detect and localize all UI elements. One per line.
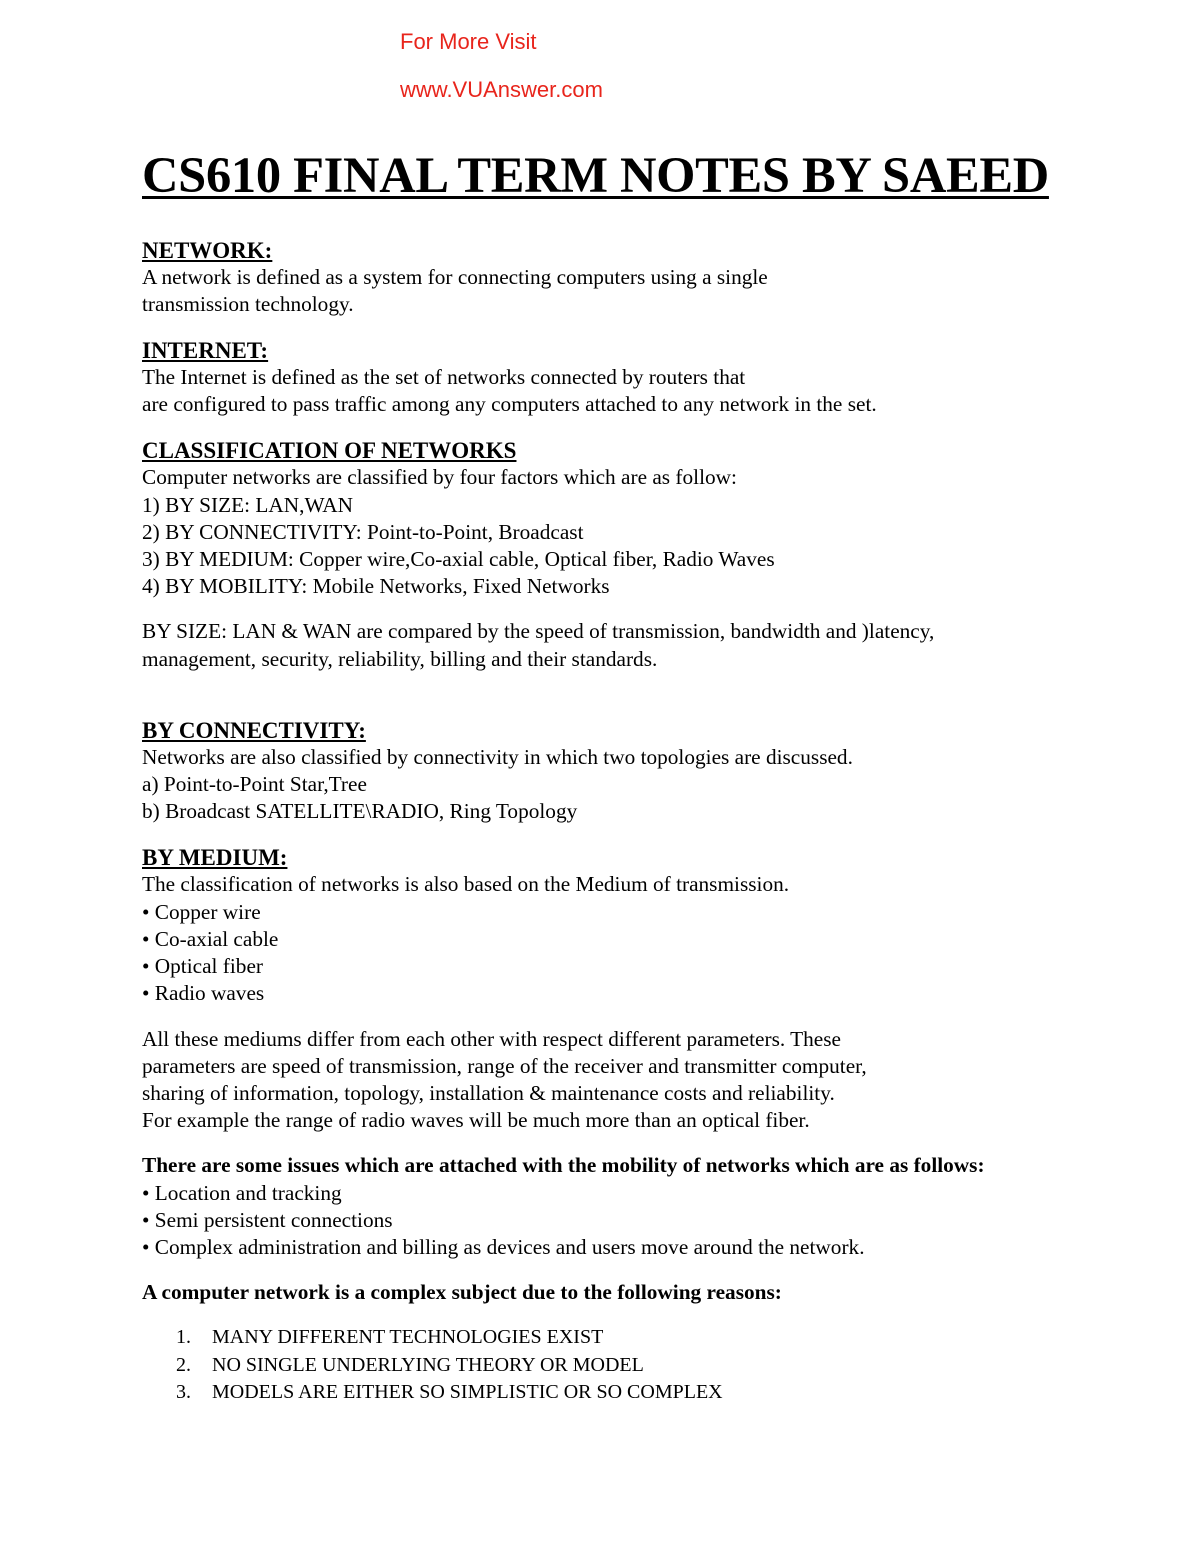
text-line: are configured to pass traffic among any computers attached to any network in the set. [142,392,877,417]
document-title: CS610 FINAL TERM NOTES BY SAEED [142,147,1049,203]
text-line: a) Point-to-Point Star,Tree [142,772,367,797]
section-connectivity [142,717,1072,826]
section-medium [142,844,1072,1134]
list-item: • Complex administration and billing as devices and users move around the network. [142,1234,865,1259]
text-line: Networks are also classified by connectivity in which two topologies are discussed. [142,744,853,769]
list-number: 3. [176,1380,191,1403]
list-text: MANY DIFFERENT TECHNOLOGIES EXIST [212,1326,604,1349]
text-line: 4) BY MOBILITY: Mobile Networks, Fixed Networks [142,574,610,599]
list-item [142,1324,1072,1351]
list-item: • Location and tracking [142,1180,342,1205]
list-item: • Semi persistent connections [142,1207,393,1232]
text-line: For example the range of radio waves will be much more than an optical fiber. [142,1108,810,1133]
text-line: BY SIZE: LAN & WAN are compared by the speed of transmission, bandwidth and )latency, [142,619,935,644]
reasons-list [142,1324,1072,1406]
text-line: parameters are speed of transmission, range of the receiver and transmitter computer, [142,1053,867,1078]
section-heading: INTERNET: [142,338,269,364]
document-body [142,143,1072,1406]
section-network [142,237,1072,318]
list-item: • Optical fiber [142,954,263,979]
website-link[interactable]: www.VUAnswer.com [400,77,603,102]
list-number: 2. [176,1353,191,1376]
text-line: b) Broadcast SATELLITE\RADIO, Ring Topology [142,799,578,824]
text-line: management, security, reliability, billing and their standards. [142,646,658,671]
text-line: The Internet is defined as the set of networks connected by routers that [142,365,746,390]
section-heading: A computer network is a complex subject due to the following reasons: [142,1280,782,1305]
list-item: • Radio waves [142,981,265,1006]
list-number: 1. [176,1326,191,1349]
section-heading: NETWORK: [142,237,273,263]
text-line: 1) BY SIZE: LAN,WAN [142,492,353,517]
text-line: transmission technology. [142,291,354,316]
list-item: • Co-axial cable [142,926,279,951]
section-heading: BY MEDIUM: [142,845,288,871]
section-heading: BY CONNECTIVITY: [142,717,366,743]
list-item: • Copper wire [142,899,261,924]
text-line: 3) BY MEDIUM: Copper wire,Co-axial cable, Optical fiber, Radio Waves [142,547,775,572]
section-mobility [142,1152,1072,1261]
list-item [142,1352,1072,1379]
section-heading: CLASSIFICATION OF NETWORKS [142,438,517,464]
text-line: 2) BY CONNECTIVITY: Point-to-Point, Broadcast [142,519,584,544]
list-item [142,1379,1072,1406]
visit-text: For More Visit [400,29,537,54]
list-text: NO SINGLE UNDERLYING THEORY OR MODEL [212,1353,644,1376]
text-line: Computer networks are classified by four factors which are as follow: [142,465,737,490]
text-line: sharing of information, topology, installation & maintenance costs and reliability. [142,1080,835,1105]
section-classification [142,437,1072,672]
text-line: A network is defined as a system for connecting computers using a single [142,264,768,289]
section-heading: There are some issues which are attached with the mobility of networks which are as follows: [142,1153,985,1178]
section-complexity [142,1279,1072,1406]
text-line: The classification of networks is also based on the Medium of transmission. [142,872,790,897]
list-text: MODELS ARE EITHER SO SIMPLISTIC OR SO COMPLEX [212,1380,723,1403]
section-internet [142,337,1072,418]
text-line: All these mediums differ from each other with respect different parameters. These [142,1026,841,1051]
